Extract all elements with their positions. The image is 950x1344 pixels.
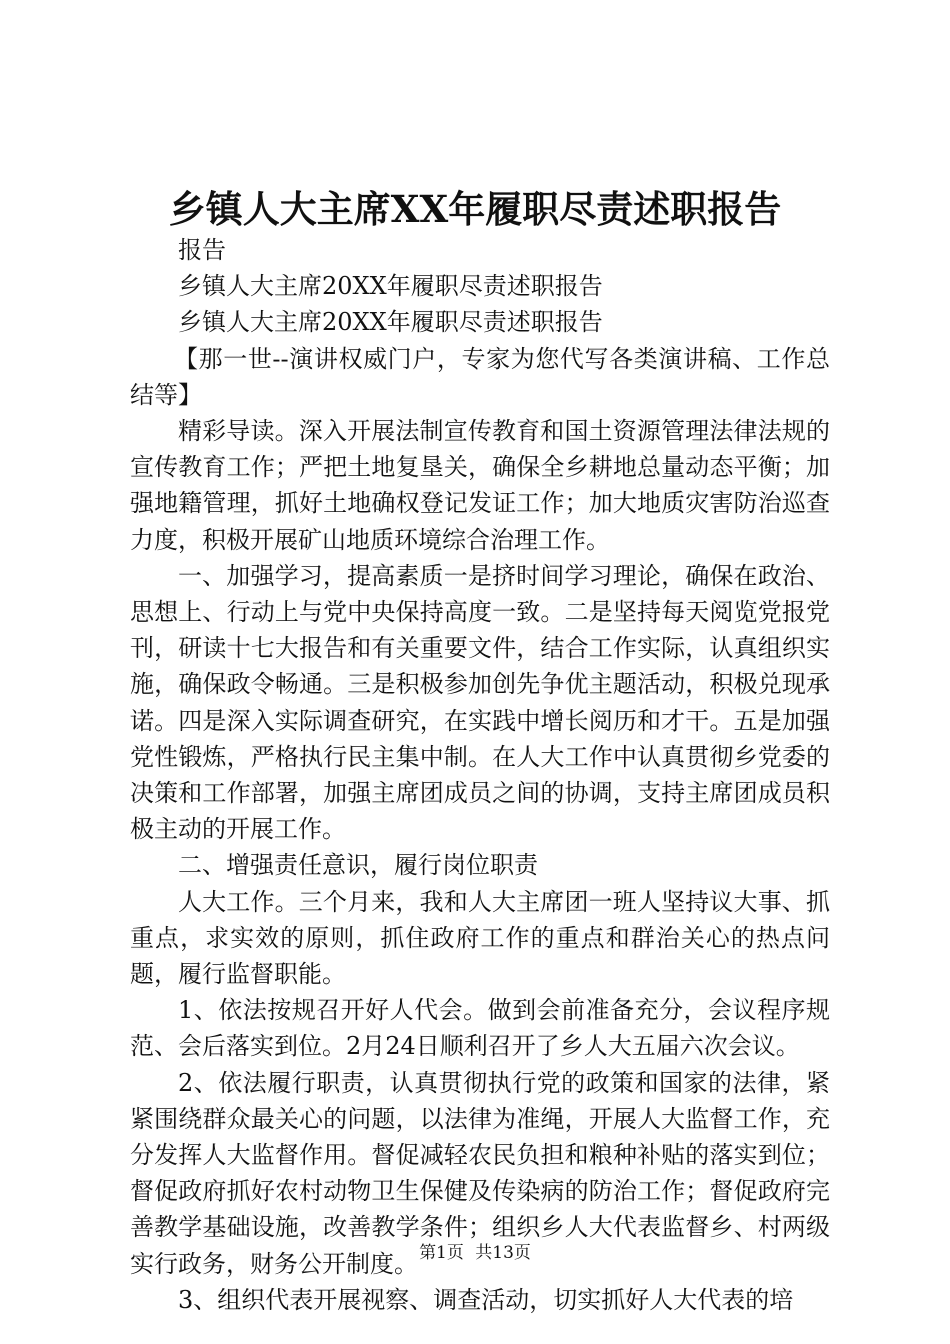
paragraph-section-1: 一、加强学习，提高素质一是挤时间学习理论，确保在政治、思想上、行动上与党中央保持高度一致。二是坚持每天阅览党报党刊，研读十七大报告和有关重要文件，结合工作实际，认真组织实施，确保政令畅通。三是积极参加创先争优主题活动，积极兑现承诺。四是深入实际调查研究，在实践中增长阅历和才干。五是加强党性锻炼，严格执行民主集中制。在人大工作中认真贯彻乡党委的决策和工作部署，加强主席团成员之间的协调，支持主席团成员积极主动的开展工作。 xyxy=(130,561,830,844)
paragraph-report-label: 报告 xyxy=(178,236,226,264)
paragraph-source-note: 【那一世--演讲权威门户，专家为您代写各类演讲稿、工作总结等】 xyxy=(130,344,830,409)
paragraph-section-2-body: 人大工作。三个月来，我和人大主席团一班人坚持议大事、抓重点，求实效的原则，抓住政府工作的重点和群治关心的热点问题，履行监督职能。 xyxy=(130,887,830,989)
paragraph-subtitle-2: 乡镇人大主席20XX年履职尽责述职报告 xyxy=(178,308,603,337)
paragraph-subtitle-1: 乡镇人大主席20XX年履职尽责述职报告 xyxy=(178,272,603,301)
paragraph-intro: 精彩导读。深入开展法制宣传教育和国土资源管理法律法规的宣传教育工作；严把土地复垦关，确保全乡耕地总量动态平衡；加强地籍管理，抓好土地确权登记发证工作；加大地质灾害防治巡查力度，积极开展矿山地质环境综合治理工作。 xyxy=(130,417,830,554)
page-total: 共13页 xyxy=(475,1243,531,1263)
document-body xyxy=(130,232,830,1318)
paragraph-item-1: 1、依法按规召开好人代会。做到会前准备充分，会议程序规范、会后落实到位。2月24日顺利召开了乡人大五届六次会议。 xyxy=(130,996,830,1061)
paragraph-item-2: 2、依法履行职责，认真贯彻执行党的政策和国家的法律，紧紧围绕群众最关心的问题，以法律为准绳，开展人大监督工作，充分发挥人大监督作用。督促减轻农民负担和粮种补贴的落实到位；督促政府抓好农村动物卫生保健及传染病的防治工作；督促政府完善教学基础设施，改善教学条件；组织乡人大代表监督乡、村两级实行政务，财务公开制度。 xyxy=(130,1068,830,1278)
document-title: 乡镇人大主席XX年履职尽责述职报告 xyxy=(168,187,782,231)
paragraph-section-2-heading: 二、增强责任意识，履行岗位职责 xyxy=(178,851,538,880)
page-number: 第1页 xyxy=(419,1243,464,1263)
page-footer xyxy=(0,1241,950,1265)
paragraph-item-3: 3、组织代表开展视察、调查活动，切实抓好人大代表的培 xyxy=(178,1285,794,1314)
